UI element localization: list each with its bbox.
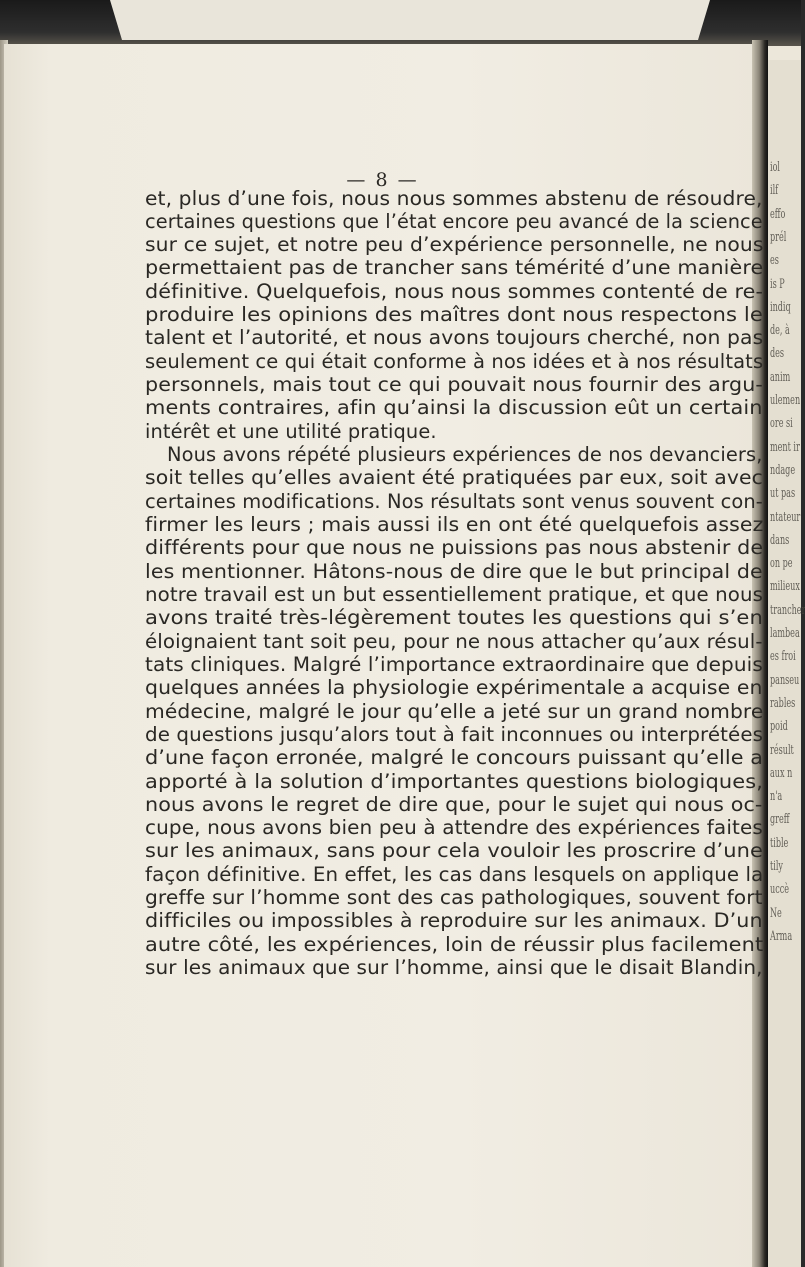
adjacent-page-fragment: iol bbox=[770, 160, 781, 175]
text-line: produire les opinions des maîtres dont nous respectons le bbox=[145, 303, 764, 326]
adjacent-page-fragment: résult bbox=[770, 742, 794, 758]
adjacent-page-fragment: prél bbox=[770, 229, 787, 245]
adjacent-page-fragment: anim bbox=[770, 369, 791, 385]
adjacent-page-fragment: is P bbox=[770, 276, 785, 292]
adjacent-page-fragment: ore si bbox=[770, 416, 793, 432]
text-line: autre côté, les expériences, loin de réussir plus facilement bbox=[145, 933, 764, 956]
adjacent-page-fragment: milieux bbox=[770, 579, 800, 595]
adjacent-page-fragment: des bbox=[770, 346, 785, 362]
adjacent-page-fragment: tily bbox=[770, 859, 783, 874]
text-line: médecine, malgré le jour qu’elle a jeté sur un grand nombre bbox=[145, 700, 764, 723]
adjacent-page-fragment: trancher bbox=[770, 602, 805, 618]
text-line: façon définitive. En effet, les cas dans lesquels on applique la bbox=[145, 863, 764, 886]
adjacent-page-fragment: ndage bbox=[770, 462, 796, 478]
text-line: certaines modifications. Nos résultats sont venus souvent con- bbox=[145, 490, 763, 513]
text-line: intérêt et une utilité pratique. bbox=[145, 420, 437, 443]
text-line: définitive. Quelquefois, nous nous sommes contenté de re- bbox=[145, 280, 764, 303]
adjacent-page-fragment: on pe bbox=[770, 556, 793, 572]
adjacent-page-fragment: indiq bbox=[770, 299, 791, 315]
text-line: tats cliniques. Malgré l’importance extraordinaire que depuis bbox=[145, 653, 763, 676]
adjacent-page-fragment: de, à bbox=[770, 323, 790, 339]
text-line: ments contraires, afin qu’ainsi la discussion eût un certain bbox=[145, 396, 763, 419]
adjacent-page-fragment: es froi bbox=[770, 649, 796, 665]
adjacent-page-fragment: ment ir bbox=[770, 439, 800, 455]
adjacent-page-fragment: ilf bbox=[770, 183, 779, 199]
text-line: apporté à la solution d’importantes questions biologiques, bbox=[145, 770, 764, 793]
adjacent-page-fragment: Arma bbox=[770, 928, 793, 944]
text-line: sur ce sujet, et notre peu d’expérience personnelle, ne nous bbox=[145, 233, 764, 256]
text-line: quelques années la physiologie expérimentale a acquise en bbox=[145, 676, 763, 699]
adjacent-page-fragment: aux n bbox=[770, 765, 793, 781]
text-line: greffe sur l’homme sont des cas pathologiques, souvent fort bbox=[145, 886, 763, 909]
text-line: de questions jusqu’alors tout à fait inconnues ou interprétées bbox=[145, 723, 764, 746]
text-line: sur les animaux que sur l’homme, ainsi que le disait Blandin, bbox=[145, 956, 763, 979]
text-line: notre travail est un but essentiellement pratique, et que nous bbox=[145, 583, 764, 606]
text-line: seulement ce qui était conforme à nos idées et à nos résultats bbox=[145, 350, 764, 373]
text-line: permettaient pas de trancher sans témérité d’une manière bbox=[145, 256, 764, 279]
text-line: soit telles qu’elles avaient été pratiquées par eux, soit avec bbox=[145, 466, 764, 489]
adjacent-page-fragment: dans bbox=[770, 532, 790, 548]
adjacent-page-fragment: ulemen bbox=[770, 393, 801, 408]
text-line: les mentionner. Hâtons-nous de dire que le but principal de bbox=[145, 560, 763, 583]
adjacent-page-fragment: es bbox=[770, 253, 779, 269]
page-number: — 8 — bbox=[346, 169, 419, 191]
adjacent-page-fragment: effo bbox=[770, 206, 786, 222]
text-line: nous avons le regret de dire que, pour le sujet qui nous oc- bbox=[145, 793, 763, 816]
adjacent-page-fragment: tible bbox=[770, 835, 789, 851]
text-line: sur les animaux, sans pour cela vouloir les proscrire d’une bbox=[145, 839, 764, 862]
text-line: difficiles ou impossibles à reproduire sur les animaux. D’un bbox=[145, 909, 763, 932]
text-line: firmer les leurs ; mais aussi ils en ont été quelquefois assez bbox=[145, 513, 764, 536]
text-line: et, plus d’une fois, nous nous sommes abstenu de résoudre, bbox=[145, 187, 763, 210]
text-line: cupe, nous avons bien peu à attendre des expériences faites bbox=[145, 816, 763, 839]
adjacent-page-fragment: lambea bbox=[770, 626, 800, 641]
text-line: éloignaient tant soit peu, pour ne nous attacher qu’aux résul- bbox=[145, 630, 763, 653]
text-line: Nous avons répété plusieurs expériences de nos devanciers, bbox=[167, 443, 763, 466]
text-line: personnels, mais tout ce qui pouvait nous fournir des argu- bbox=[145, 373, 763, 396]
adjacent-page-fragment: uccè bbox=[770, 882, 789, 898]
scan-top-shadow bbox=[0, 0, 801, 46]
text-line: certaines questions que l’état encore peu avancé de la science bbox=[145, 210, 763, 233]
text-line: avons traité très-légèrement toutes les questions qui s’en bbox=[145, 606, 764, 629]
adjacent-page-fragment: ut pas bbox=[770, 486, 796, 502]
text-line: différents pour que nous ne puissions pas nous abstenir de bbox=[145, 536, 764, 559]
adjacent-page-fragment: panseu bbox=[770, 672, 800, 688]
adjacent-page-strip bbox=[768, 60, 805, 1267]
adjacent-page-fragment: greff bbox=[770, 812, 790, 828]
adjacent-page-fragment: Ne bbox=[770, 905, 782, 921]
adjacent-page-fragment: poid bbox=[770, 719, 788, 735]
adjacent-page-fragment: ntateur bbox=[770, 509, 801, 525]
text-line: d’une façon erronée, malgré le concours puissant qu’elle a bbox=[145, 746, 764, 769]
text-line: talent et l’autorité, et nous avons toujours cherché, non pas bbox=[145, 326, 764, 349]
adjacent-page-fragment: rables bbox=[770, 695, 796, 711]
adjacent-page-fragment: n'a bbox=[770, 789, 783, 805]
